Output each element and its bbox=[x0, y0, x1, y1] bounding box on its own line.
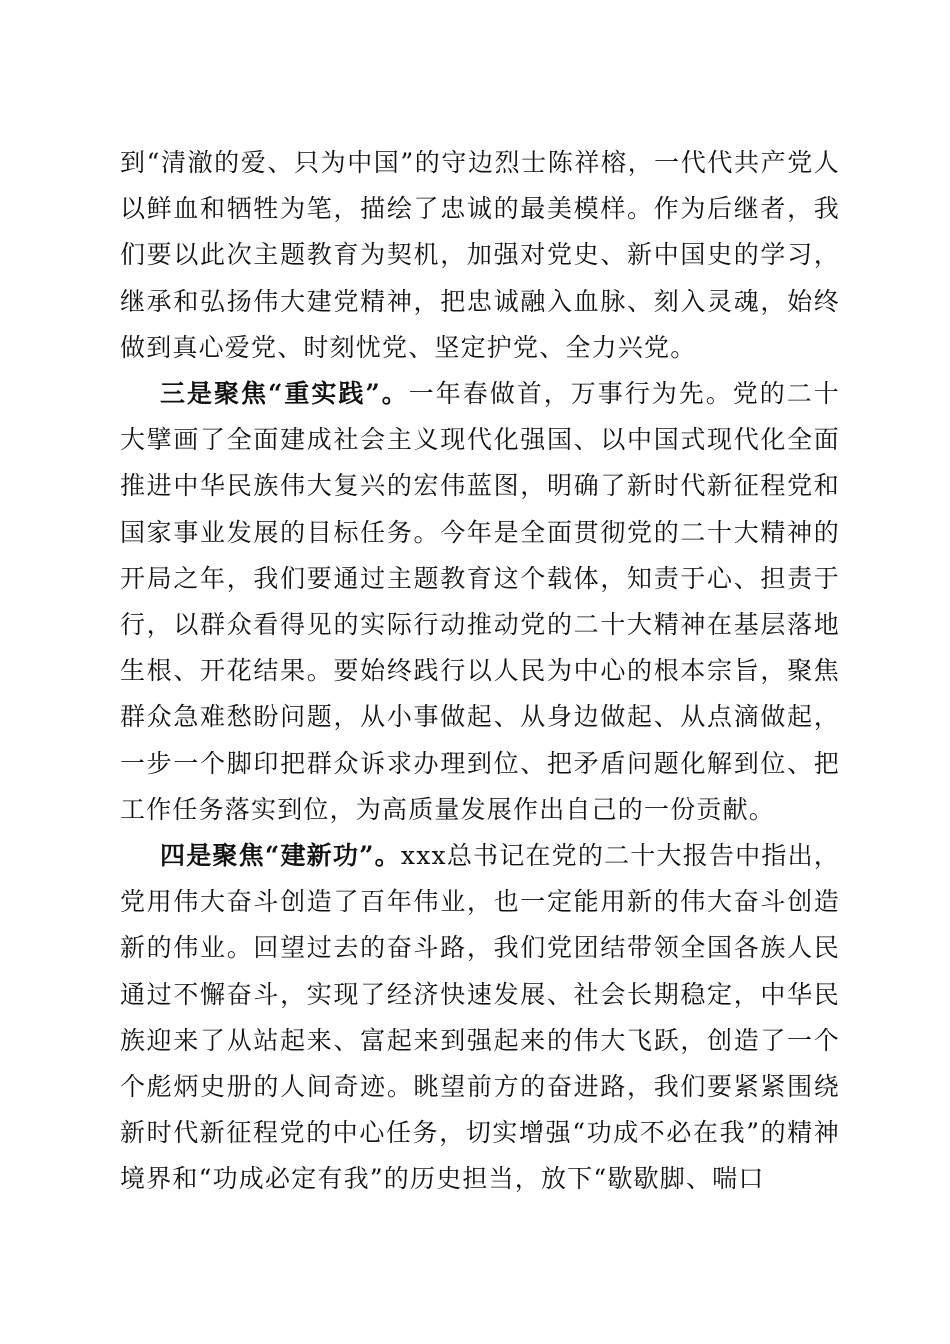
paragraph-text: 到“清澈的爱、只为中国”的守边烈士陈祥榕，一代代共产党人以鲜血和牺牲为笔，描绘了忠诚的最美模样。作为后继者，我们要以此次主题教育为契机，加强对党史、新中国史的学习，继承和弘扬伟大建党精神，把忠诚融入血脉、刻入灵魂，始终做到真心爱党、时刻忧党、坚定护党、全力兴党。 bbox=[120, 148, 840, 362]
paragraph-practice bbox=[120, 371, 840, 833]
paragraph-text: xxx总书记在党的二十大报告中指出，党用伟大奋斗创造了百年伟业，也一定能用新的伟大奋斗创造新的伟业。回望过去的奋斗路，我们党团结带领全国各族人民通过不懈奋斗，实现了经济快速发展、社会长期稳定，中华民族迎来了从站起来、富起来到强起来的伟大飞跃，创造了一个个彪炳史册的人间奇迹。眺望前方的奋进路，我们要紧紧围绕新时代新征程党的中心任务，切实增强“功成不必在我”的精神境界和“功成必定有我”的历史担当，放下“歇歇脚、喘口 bbox=[120, 841, 841, 1194]
body-text bbox=[120, 140, 840, 1203]
paragraph-continued bbox=[120, 140, 840, 371]
paragraph-new-merit bbox=[120, 833, 840, 1203]
paragraph-heading: 四是聚焦“建新功”。 bbox=[160, 841, 401, 871]
paragraph-heading: 三是聚焦“重实践”。 bbox=[160, 379, 409, 409]
paragraph-text: 一年春做首，万事行为先。党的二十大擘画了全面建成社会主义现代化强国、以中国式现代化全面推进中华民族伟大复兴的宏伟蓝图，明确了新时代新征程党和国家事业发展的目标任务。今年是全面贯彻党的二十大精神的开局之年，我们要通过主题教育这个载体，知责于心、担责于行，以群众看得见的实际行动推动党的二十大精神在基层落地生根、开花结果。要始终践行以人民为中心的根本宗旨，聚焦群众急难愁盼问题，从小事做起、从身边做起、从点滴做起，一步一个脚印把群众诉求办理到位、把矛盾问题化解到位、把工作任务落实到位，为高质量发展作出自己的一份贡献。 bbox=[120, 379, 841, 824]
